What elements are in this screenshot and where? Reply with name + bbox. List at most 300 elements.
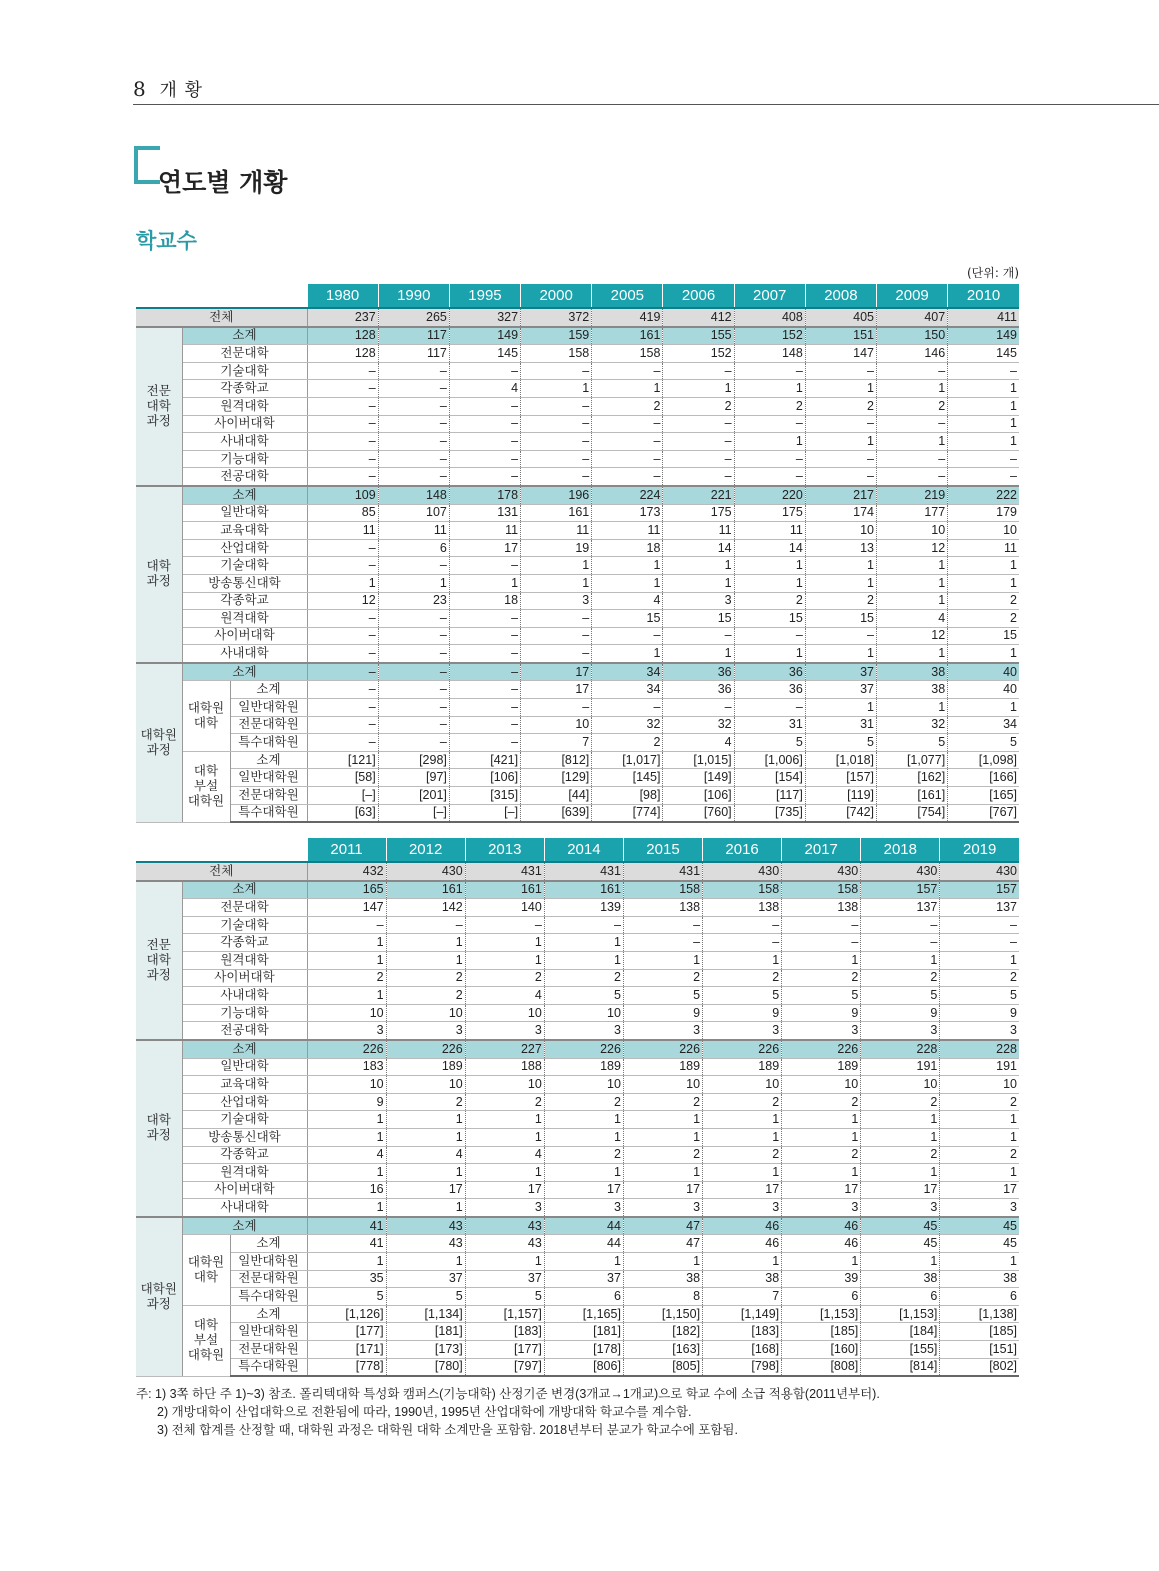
value-cell: 228 xyxy=(940,1040,1019,1058)
value-cell: 1 xyxy=(782,951,861,969)
row-label: 기술대학 xyxy=(182,916,307,934)
value-cell: 1 xyxy=(623,1128,702,1146)
value-cell: 128 xyxy=(307,327,378,345)
value-cell: 2 xyxy=(940,1146,1019,1164)
value-cell: – xyxy=(449,663,520,681)
value-cell: 4 xyxy=(386,1146,465,1164)
value-cell: 5 xyxy=(386,1288,465,1306)
year-header-row xyxy=(136,284,1019,308)
value-cell: 1 xyxy=(307,934,386,952)
value-cell: 10 xyxy=(544,1004,623,1022)
value-cell: 1 xyxy=(734,557,805,575)
table-row xyxy=(136,1341,1019,1359)
year-header: 2009 xyxy=(877,284,948,308)
value-cell: 407 xyxy=(877,308,948,327)
value-cell: 158 xyxy=(592,345,663,363)
value-cell: 9 xyxy=(940,1004,1019,1022)
value-cell: 2 xyxy=(948,610,1019,628)
value-cell: 1 xyxy=(940,1253,1019,1271)
value-cell: – xyxy=(805,468,876,486)
value-cell: 34 xyxy=(592,681,663,699)
value-cell: 4 xyxy=(877,610,948,628)
value-cell: – xyxy=(307,610,378,628)
row-label: 산업대학 xyxy=(182,1093,307,1111)
row-label-subtotal: 소계 xyxy=(182,1040,307,1058)
row-label-subtotal: 소계 xyxy=(182,327,307,345)
row-label: 사이버대학 xyxy=(182,969,307,987)
year-header: 2008 xyxy=(805,284,876,308)
value-cell: 11 xyxy=(948,539,1019,557)
value-cell: 165 xyxy=(307,881,386,899)
value-cell: [171] xyxy=(307,1341,386,1359)
value-cell: [298] xyxy=(378,751,449,769)
table-row xyxy=(136,1111,1019,1129)
row-label-subtotal: 소계 xyxy=(230,1305,307,1323)
value-cell: 1 xyxy=(948,699,1019,717)
value-cell: 148 xyxy=(734,345,805,363)
value-cell: – xyxy=(521,397,592,415)
value-cell: 11 xyxy=(449,522,520,540)
value-cell: 3 xyxy=(544,1199,623,1217)
value-cell: 151 xyxy=(805,327,876,345)
value-cell: 37 xyxy=(544,1270,623,1288)
year-header: 2011 xyxy=(307,838,386,862)
row-label: 특수대학원 xyxy=(230,1288,307,1306)
value-cell: 17 xyxy=(544,1181,623,1199)
value-cell: 17 xyxy=(465,1181,544,1199)
value-cell: [177] xyxy=(465,1341,544,1359)
value-cell: 149 xyxy=(449,327,520,345)
table-row xyxy=(136,415,1019,433)
value-cell: 1 xyxy=(307,987,386,1005)
row-label-subtotal: 소계 xyxy=(230,681,307,699)
value-cell: 10 xyxy=(386,1004,465,1022)
table-row xyxy=(136,699,1019,717)
year-header: 2012 xyxy=(386,838,465,862)
value-cell: 161 xyxy=(386,881,465,899)
header-rule xyxy=(133,104,1159,105)
value-cell: 117 xyxy=(378,327,449,345)
value-cell: [742] xyxy=(805,804,876,822)
value-cell: [1,149] xyxy=(703,1305,782,1323)
value-cell: 34 xyxy=(592,663,663,681)
value-cell: 1 xyxy=(663,557,734,575)
value-cell: 217 xyxy=(805,486,876,504)
value-cell: 1 xyxy=(805,699,876,717)
value-cell: [181] xyxy=(386,1323,465,1341)
value-cell: – xyxy=(592,450,663,468)
value-cell: – xyxy=(877,362,948,380)
value-cell: [162] xyxy=(877,769,948,787)
table-row xyxy=(136,557,1019,575)
value-cell: 2 xyxy=(592,734,663,752)
value-cell: 6 xyxy=(378,539,449,557)
value-cell: [183] xyxy=(465,1323,544,1341)
value-cell: 1 xyxy=(386,951,465,969)
value-cell: 1 xyxy=(877,574,948,592)
value-cell: [121] xyxy=(307,751,378,769)
school-count-table-1980-2010 xyxy=(136,284,1019,823)
value-cell: [754] xyxy=(877,804,948,822)
value-cell: – xyxy=(449,734,520,752)
value-cell: 15 xyxy=(663,610,734,628)
value-cell: 14 xyxy=(663,539,734,557)
value-cell: 3 xyxy=(940,1022,1019,1040)
value-cell: 1 xyxy=(592,557,663,575)
value-cell: [–] xyxy=(307,787,378,805)
row-label: 일반대학원 xyxy=(230,699,307,717)
value-cell: [201] xyxy=(378,787,449,805)
value-cell: 10 xyxy=(703,1076,782,1094)
value-cell: [177] xyxy=(307,1323,386,1341)
row-label: 각종학교 xyxy=(182,592,307,610)
value-cell: 3 xyxy=(861,1199,940,1217)
value-cell: 226 xyxy=(623,1040,702,1058)
value-cell: 226 xyxy=(544,1040,623,1058)
value-cell: – xyxy=(449,557,520,575)
subgroup-attached-grad-school: 대학 부설 대학원 xyxy=(182,1305,230,1376)
value-cell: 157 xyxy=(861,881,940,899)
value-cell: 5 xyxy=(544,987,623,1005)
value-cell: – xyxy=(663,415,734,433)
value-cell: [1,077] xyxy=(877,751,948,769)
value-cell: – xyxy=(782,916,861,934)
table-row xyxy=(136,1076,1019,1094)
value-cell: 137 xyxy=(940,899,1019,917)
table-row xyxy=(136,522,1019,540)
row-label: 기술대학 xyxy=(182,557,307,575)
table-row xyxy=(136,1323,1019,1341)
value-cell: – xyxy=(805,627,876,645)
value-cell: 178 xyxy=(449,486,520,504)
value-cell: 411 xyxy=(948,308,1019,327)
value-cell: – xyxy=(592,627,663,645)
table-row xyxy=(136,716,1019,734)
value-cell: 2 xyxy=(940,1093,1019,1111)
row-label: 특수대학원 xyxy=(230,804,307,822)
junior-subtotal-row xyxy=(136,881,1019,899)
value-cell: 157 xyxy=(940,881,1019,899)
value-cell: 1 xyxy=(861,1164,940,1182)
value-cell: 158 xyxy=(623,881,702,899)
value-cell: [168] xyxy=(703,1341,782,1359)
section-bracket-icon xyxy=(134,150,160,184)
value-cell: 2 xyxy=(703,969,782,987)
value-cell: 1 xyxy=(307,951,386,969)
value-cell: 38 xyxy=(703,1270,782,1288)
footnotes xyxy=(136,1385,880,1439)
value-cell: 149 xyxy=(948,327,1019,345)
value-cell: 11 xyxy=(378,522,449,540)
value-cell: 9 xyxy=(623,1004,702,1022)
value-cell: – xyxy=(663,450,734,468)
value-cell: 175 xyxy=(734,504,805,522)
row-label-subtotal: 소계 xyxy=(230,751,307,769)
value-cell: 4 xyxy=(663,734,734,752)
value-cell: – xyxy=(663,433,734,451)
value-cell: [129] xyxy=(521,769,592,787)
value-cell: 117 xyxy=(378,345,449,363)
row-label: 일반대학원 xyxy=(230,1253,307,1271)
value-cell: – xyxy=(805,362,876,380)
value-cell: 15 xyxy=(592,610,663,628)
value-cell: 11 xyxy=(521,522,592,540)
value-cell: 17 xyxy=(386,1181,465,1199)
table-row xyxy=(136,362,1019,380)
value-cell: 6 xyxy=(544,1288,623,1306)
total-row xyxy=(136,308,1019,327)
year-header: 2017 xyxy=(782,838,861,862)
value-cell: 17 xyxy=(521,663,592,681)
value-cell: 10 xyxy=(805,522,876,540)
value-cell: [735] xyxy=(734,804,805,822)
value-cell: 221 xyxy=(663,486,734,504)
row-label: 사이버대학 xyxy=(182,1181,307,1199)
value-cell: 38 xyxy=(861,1270,940,1288)
group-junior-college: 전문 대학 과정 xyxy=(136,327,182,486)
table-row xyxy=(136,574,1019,592)
value-cell: – xyxy=(521,645,592,663)
value-cell: 2 xyxy=(592,397,663,415)
value-cell: 4 xyxy=(592,592,663,610)
row-label: 전문대학원 xyxy=(230,716,307,734)
value-cell: 2 xyxy=(782,969,861,987)
value-cell: 1 xyxy=(861,1253,940,1271)
table-row xyxy=(136,539,1019,557)
value-cell: 1 xyxy=(544,1128,623,1146)
value-cell: – xyxy=(307,362,378,380)
table-row xyxy=(136,1128,1019,1146)
value-cell: 1 xyxy=(386,1199,465,1217)
value-cell: – xyxy=(663,627,734,645)
value-cell: – xyxy=(307,468,378,486)
value-cell: 6 xyxy=(861,1288,940,1306)
value-cell: – xyxy=(307,450,378,468)
value-cell: 430 xyxy=(940,862,1019,881)
value-cell: 1 xyxy=(307,1199,386,1217)
value-cell: 44 xyxy=(544,1235,623,1253)
value-cell: 1 xyxy=(307,1164,386,1182)
junior-subtotal-row xyxy=(136,327,1019,345)
footnote-3: 3) 전체 합계를 산정할 때, 대학원 과정은 대학원 대학 소계만을 포함함. 2018년부터 분교가 학교수에 포함됨. xyxy=(157,1423,738,1437)
value-cell: 4 xyxy=(449,380,520,398)
value-cell: 3 xyxy=(465,1022,544,1040)
value-cell: 2 xyxy=(734,397,805,415)
value-cell: – xyxy=(449,716,520,734)
group-university: 대학 과정 xyxy=(136,486,182,663)
value-cell: [151] xyxy=(940,1341,1019,1359)
value-cell: 188 xyxy=(465,1058,544,1076)
value-cell: [182] xyxy=(623,1323,702,1341)
table-row xyxy=(136,951,1019,969)
row-label-total: 전체 xyxy=(136,308,307,327)
value-cell: 6 xyxy=(940,1288,1019,1306)
value-cell: 1 xyxy=(592,574,663,592)
value-cell: 37 xyxy=(386,1270,465,1288)
value-cell: 5 xyxy=(465,1288,544,1306)
value-cell: – xyxy=(623,934,702,952)
group-graduate: 대학원 과정 xyxy=(136,663,182,822)
value-cell: 189 xyxy=(544,1058,623,1076)
value-cell: 1 xyxy=(663,574,734,592)
value-cell: 37 xyxy=(805,681,876,699)
value-cell: – xyxy=(521,468,592,486)
value-cell: 17 xyxy=(782,1181,861,1199)
value-cell: 17 xyxy=(940,1181,1019,1199)
value-cell: – xyxy=(805,415,876,433)
value-cell: 39 xyxy=(782,1270,861,1288)
table-row xyxy=(136,592,1019,610)
value-cell: – xyxy=(734,468,805,486)
table-row xyxy=(136,769,1019,787)
value-cell: – xyxy=(378,716,449,734)
value-cell: 1 xyxy=(877,699,948,717)
table-row xyxy=(136,433,1019,451)
value-cell: 13 xyxy=(805,539,876,557)
value-cell: 138 xyxy=(703,899,782,917)
row-label: 전문대학원 xyxy=(230,1270,307,1288)
grad-subtotal-row xyxy=(136,1217,1019,1235)
value-cell: 5 xyxy=(805,734,876,752)
value-cell: – xyxy=(378,663,449,681)
page-header xyxy=(133,76,203,102)
school-count-table-2011-2019 xyxy=(136,838,1019,1377)
value-cell: [181] xyxy=(544,1323,623,1341)
value-cell: – xyxy=(307,663,378,681)
value-cell: 10 xyxy=(877,522,948,540)
table-row xyxy=(136,1253,1019,1271)
table-row xyxy=(136,610,1019,628)
value-cell: – xyxy=(861,934,940,952)
value-cell: 36 xyxy=(663,681,734,699)
value-cell: – xyxy=(378,610,449,628)
year-header: 2006 xyxy=(663,284,734,308)
row-label: 전문대학 xyxy=(182,345,307,363)
value-cell: 1 xyxy=(465,1111,544,1129)
value-cell: 3 xyxy=(623,1022,702,1040)
value-cell: 1 xyxy=(465,1128,544,1146)
value-cell: – xyxy=(521,699,592,717)
value-cell: 47 xyxy=(623,1235,702,1253)
value-cell: 10 xyxy=(465,1004,544,1022)
value-cell: 38 xyxy=(877,663,948,681)
univ-subtotal-row xyxy=(136,1040,1019,1058)
table-row xyxy=(136,627,1019,645)
value-cell: [806] xyxy=(544,1358,623,1376)
value-cell: – xyxy=(948,450,1019,468)
value-cell: 265 xyxy=(378,308,449,327)
value-cell: 226 xyxy=(307,1040,386,1058)
row-label: 일반대학 xyxy=(182,504,307,522)
value-cell: [183] xyxy=(703,1323,782,1341)
value-cell: 38 xyxy=(877,681,948,699)
value-cell: 155 xyxy=(663,327,734,345)
value-cell: 10 xyxy=(940,1076,1019,1094)
year-header: 1990 xyxy=(378,284,449,308)
value-cell: 3 xyxy=(782,1199,861,1217)
value-cell: – xyxy=(663,699,734,717)
table-row xyxy=(136,468,1019,486)
value-cell: 1 xyxy=(734,645,805,663)
value-cell: 146 xyxy=(877,345,948,363)
value-cell: 148 xyxy=(378,486,449,504)
value-cell: – xyxy=(544,916,623,934)
value-cell: 17 xyxy=(703,1181,782,1199)
row-label: 기술대학 xyxy=(182,1111,307,1129)
group-university: 대학 과정 xyxy=(136,1040,182,1217)
value-cell: 6 xyxy=(782,1288,861,1306)
value-cell: 1 xyxy=(782,1164,861,1182)
value-cell: 31 xyxy=(734,716,805,734)
value-cell: [166] xyxy=(948,769,1019,787)
value-cell: – xyxy=(307,415,378,433)
value-cell: 431 xyxy=(465,862,544,881)
value-cell: 1 xyxy=(805,645,876,663)
row-label: 방송통신대학 xyxy=(182,1128,307,1146)
value-cell: 152 xyxy=(663,345,734,363)
grad-subtotal-row xyxy=(136,663,1019,681)
year-header: 2014 xyxy=(544,838,623,862)
value-cell: 1 xyxy=(734,433,805,451)
value-cell: 220 xyxy=(734,486,805,504)
value-cell: 1 xyxy=(948,557,1019,575)
value-cell: 9 xyxy=(782,1004,861,1022)
value-cell: 1 xyxy=(940,1111,1019,1129)
table-row xyxy=(136,345,1019,363)
value-cell: 2 xyxy=(465,969,544,987)
value-cell: 431 xyxy=(544,862,623,881)
year-header: 1995 xyxy=(449,284,520,308)
value-cell: – xyxy=(948,362,1019,380)
value-cell: 1 xyxy=(877,592,948,610)
value-cell: 372 xyxy=(521,308,592,327)
table-row xyxy=(136,1358,1019,1376)
value-cell: [161] xyxy=(877,787,948,805)
value-cell: 1 xyxy=(734,574,805,592)
value-cell: 10 xyxy=(307,1004,386,1022)
footnote-1: 주: 1) 3쪽 하단 주 1)~3) 참조. 폴리텍대학 특성화 캠퍼스(기능대학) 산정기준 변경(3개교→1개교)으로 학교 수에 소급 적용함(2011년부터). xyxy=(136,1387,880,1401)
grad-attached-subtotal-row xyxy=(136,751,1019,769)
value-cell: 226 xyxy=(782,1040,861,1058)
value-cell: 16 xyxy=(307,1181,386,1199)
value-cell: 17 xyxy=(449,539,520,557)
value-cell: 1 xyxy=(465,1253,544,1271)
value-cell: [–] xyxy=(449,804,520,822)
value-cell: 1 xyxy=(948,380,1019,398)
value-cell: 1 xyxy=(378,574,449,592)
value-cell: – xyxy=(940,916,1019,934)
value-cell: – xyxy=(449,397,520,415)
value-cell: – xyxy=(307,380,378,398)
value-cell: 2 xyxy=(861,1146,940,1164)
value-cell: 139 xyxy=(544,899,623,917)
value-cell: 1 xyxy=(307,1253,386,1271)
table-subtitle: 학교수 xyxy=(136,229,197,253)
value-cell: 32 xyxy=(877,716,948,734)
value-cell: 161 xyxy=(544,881,623,899)
table-row xyxy=(136,504,1019,522)
value-cell: [812] xyxy=(521,751,592,769)
value-cell: – xyxy=(307,433,378,451)
value-cell: 196 xyxy=(521,486,592,504)
value-cell: 5 xyxy=(861,987,940,1005)
value-cell: 45 xyxy=(861,1217,940,1235)
value-cell: 36 xyxy=(663,663,734,681)
value-cell: 1 xyxy=(877,380,948,398)
total-row xyxy=(136,862,1019,881)
value-cell: 161 xyxy=(592,327,663,345)
value-cell: [1,153] xyxy=(782,1305,861,1323)
